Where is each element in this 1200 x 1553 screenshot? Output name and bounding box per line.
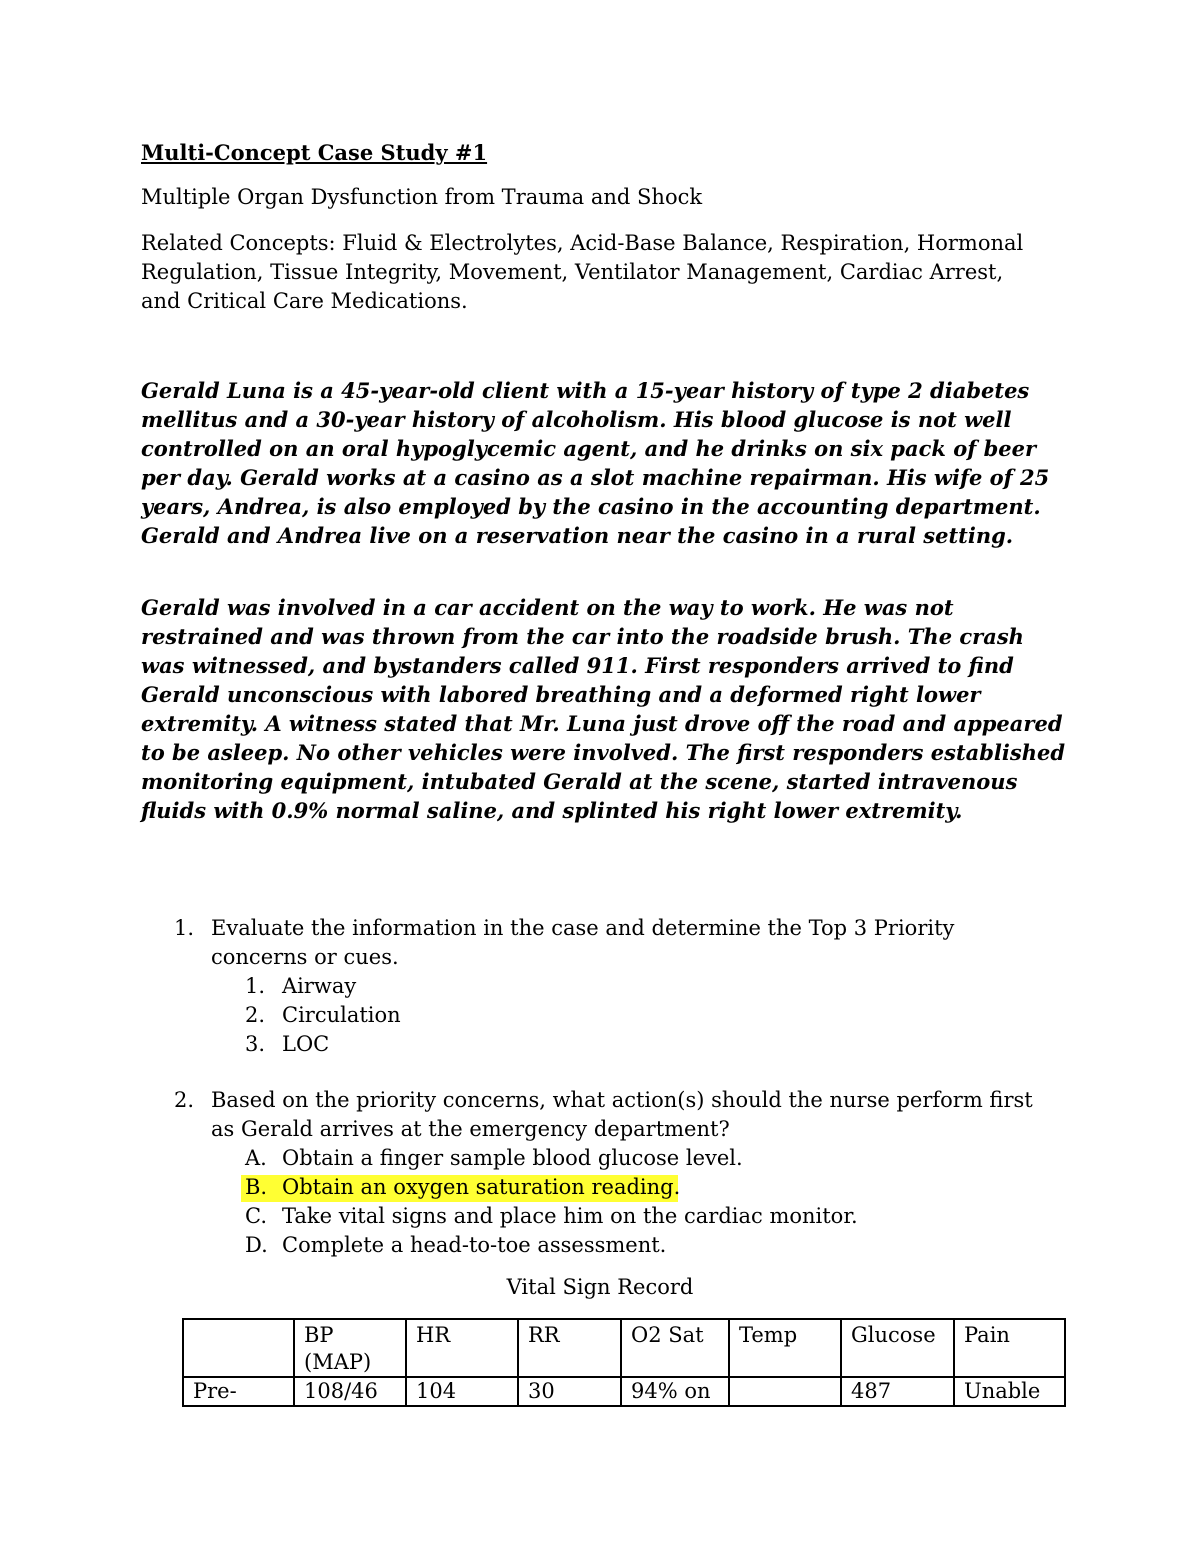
question-number: 2. xyxy=(174,1088,195,1112)
table-header-row xyxy=(183,1319,1065,1377)
option-text: Obtain a finger sample blood glucose level. xyxy=(282,1146,743,1170)
option-text: Complete a head-to-toe assessment. xyxy=(282,1233,667,1257)
option-marker: C. xyxy=(245,1204,267,1228)
table-header-cell: BP (MAP) xyxy=(294,1319,406,1377)
table-header-cell: RR xyxy=(518,1319,621,1377)
list-item xyxy=(0,972,1200,1001)
table-cell: 487 xyxy=(841,1377,954,1406)
table-header-cell: Glucose xyxy=(841,1319,954,1377)
answer-option-d xyxy=(0,1231,1200,1260)
option-marker: A. xyxy=(245,1146,267,1170)
option-marker: B. xyxy=(245,1175,268,1199)
table-cell xyxy=(729,1377,841,1406)
vital-sign-record-title: Vital Sign Record xyxy=(506,1275,694,1299)
table-cell: 30 xyxy=(518,1377,621,1406)
case-paragraph-1: Gerald Luna is a 45-year-old client with a 15-year history of type 2 diabetes mellitus and a 30-year history of alcoholism. His blood glucose is not well controlled on an oral hypoglycemic agent, and he drinks on six pack of beer per day. Gerald works at a casino as a slot machine repairman. His wife of 25 years, Andrea, is also employed by the casino in the accounting department. Gerald and Andrea live on a reservation near the casino in a rural setting. xyxy=(141,378,1050,548)
document-title: Multi-Concept Case Study #1 xyxy=(141,140,488,165)
option-marker: D. xyxy=(245,1233,268,1257)
case-paragraph-2: Gerald was involved in a car accident on the way to work. He was not restrained and was thrown from the car into the roadside brush. The crash was witnessed, and bystanders called 911. First responders arrived to find Gerald unconscious with labored breathing and a deformed right lower extremity. A witness stated that Mr. Luna just drove off the road and appeared to be asleep. No other vehicles were involved. The first responders established monitoring equipment, intubated Gerald at the scene, started intravenous fluids with 0.9% normal saline, and splinted his right lower extremity. xyxy=(141,595,1066,823)
list-item xyxy=(0,1001,1200,1030)
answer-list xyxy=(0,972,1200,1059)
document-subtitle: Multiple Organ Dysfunction from Trauma and Shock xyxy=(141,185,703,209)
list-marker: 2. xyxy=(245,1003,266,1027)
question-text: Based on the priority concerns, what action(s) should the nurse perform first as Gerald arrives at the emergency department? xyxy=(211,1088,1033,1141)
question-number: 1. xyxy=(174,916,195,940)
table-cell: 104 xyxy=(406,1377,518,1406)
answer-option-c xyxy=(0,1202,1200,1231)
answer-options xyxy=(0,1144,1200,1260)
answer-option-a xyxy=(0,1144,1200,1173)
list-marker: 3. xyxy=(245,1032,266,1056)
table-header-cell: Temp xyxy=(729,1319,841,1377)
vital-sign-table xyxy=(182,1318,1066,1407)
table-cell: Unable xyxy=(954,1377,1065,1406)
option-text: Obtain an oxygen saturation reading. xyxy=(282,1175,681,1199)
question-text: Evaluate the information in the case and determine the Top 3 Priority concerns or cues. xyxy=(211,916,955,969)
table-cell: 94% on xyxy=(621,1377,729,1406)
option-text: Take vital signs and place him on the cardiac monitor. xyxy=(282,1204,858,1228)
table-header-cell: O2 Sat xyxy=(621,1319,729,1377)
table-header-cell xyxy=(183,1319,294,1377)
list-text: Airway xyxy=(282,974,357,998)
table-row xyxy=(183,1377,1065,1406)
list-text: Circulation xyxy=(282,1003,401,1027)
list-text: LOC xyxy=(282,1032,330,1056)
answer-option-b xyxy=(0,1173,1200,1202)
table-header-cell: HR xyxy=(406,1319,518,1377)
list-marker: 1. xyxy=(245,974,266,998)
table-cell: 108/46 xyxy=(294,1377,406,1406)
table-header-cell: Pain xyxy=(954,1319,1065,1377)
related-concepts: Related Concepts: Fluid & Electrolytes, Acid-Base Balance, Respiration, Hormonal Regulation, Tissue Integrity, Movement, Ventilator Management, Cardiac Arrest, and Critical Care Medications. xyxy=(141,231,1024,313)
table-cell: Pre- xyxy=(183,1377,294,1406)
list-item xyxy=(0,1030,1200,1059)
